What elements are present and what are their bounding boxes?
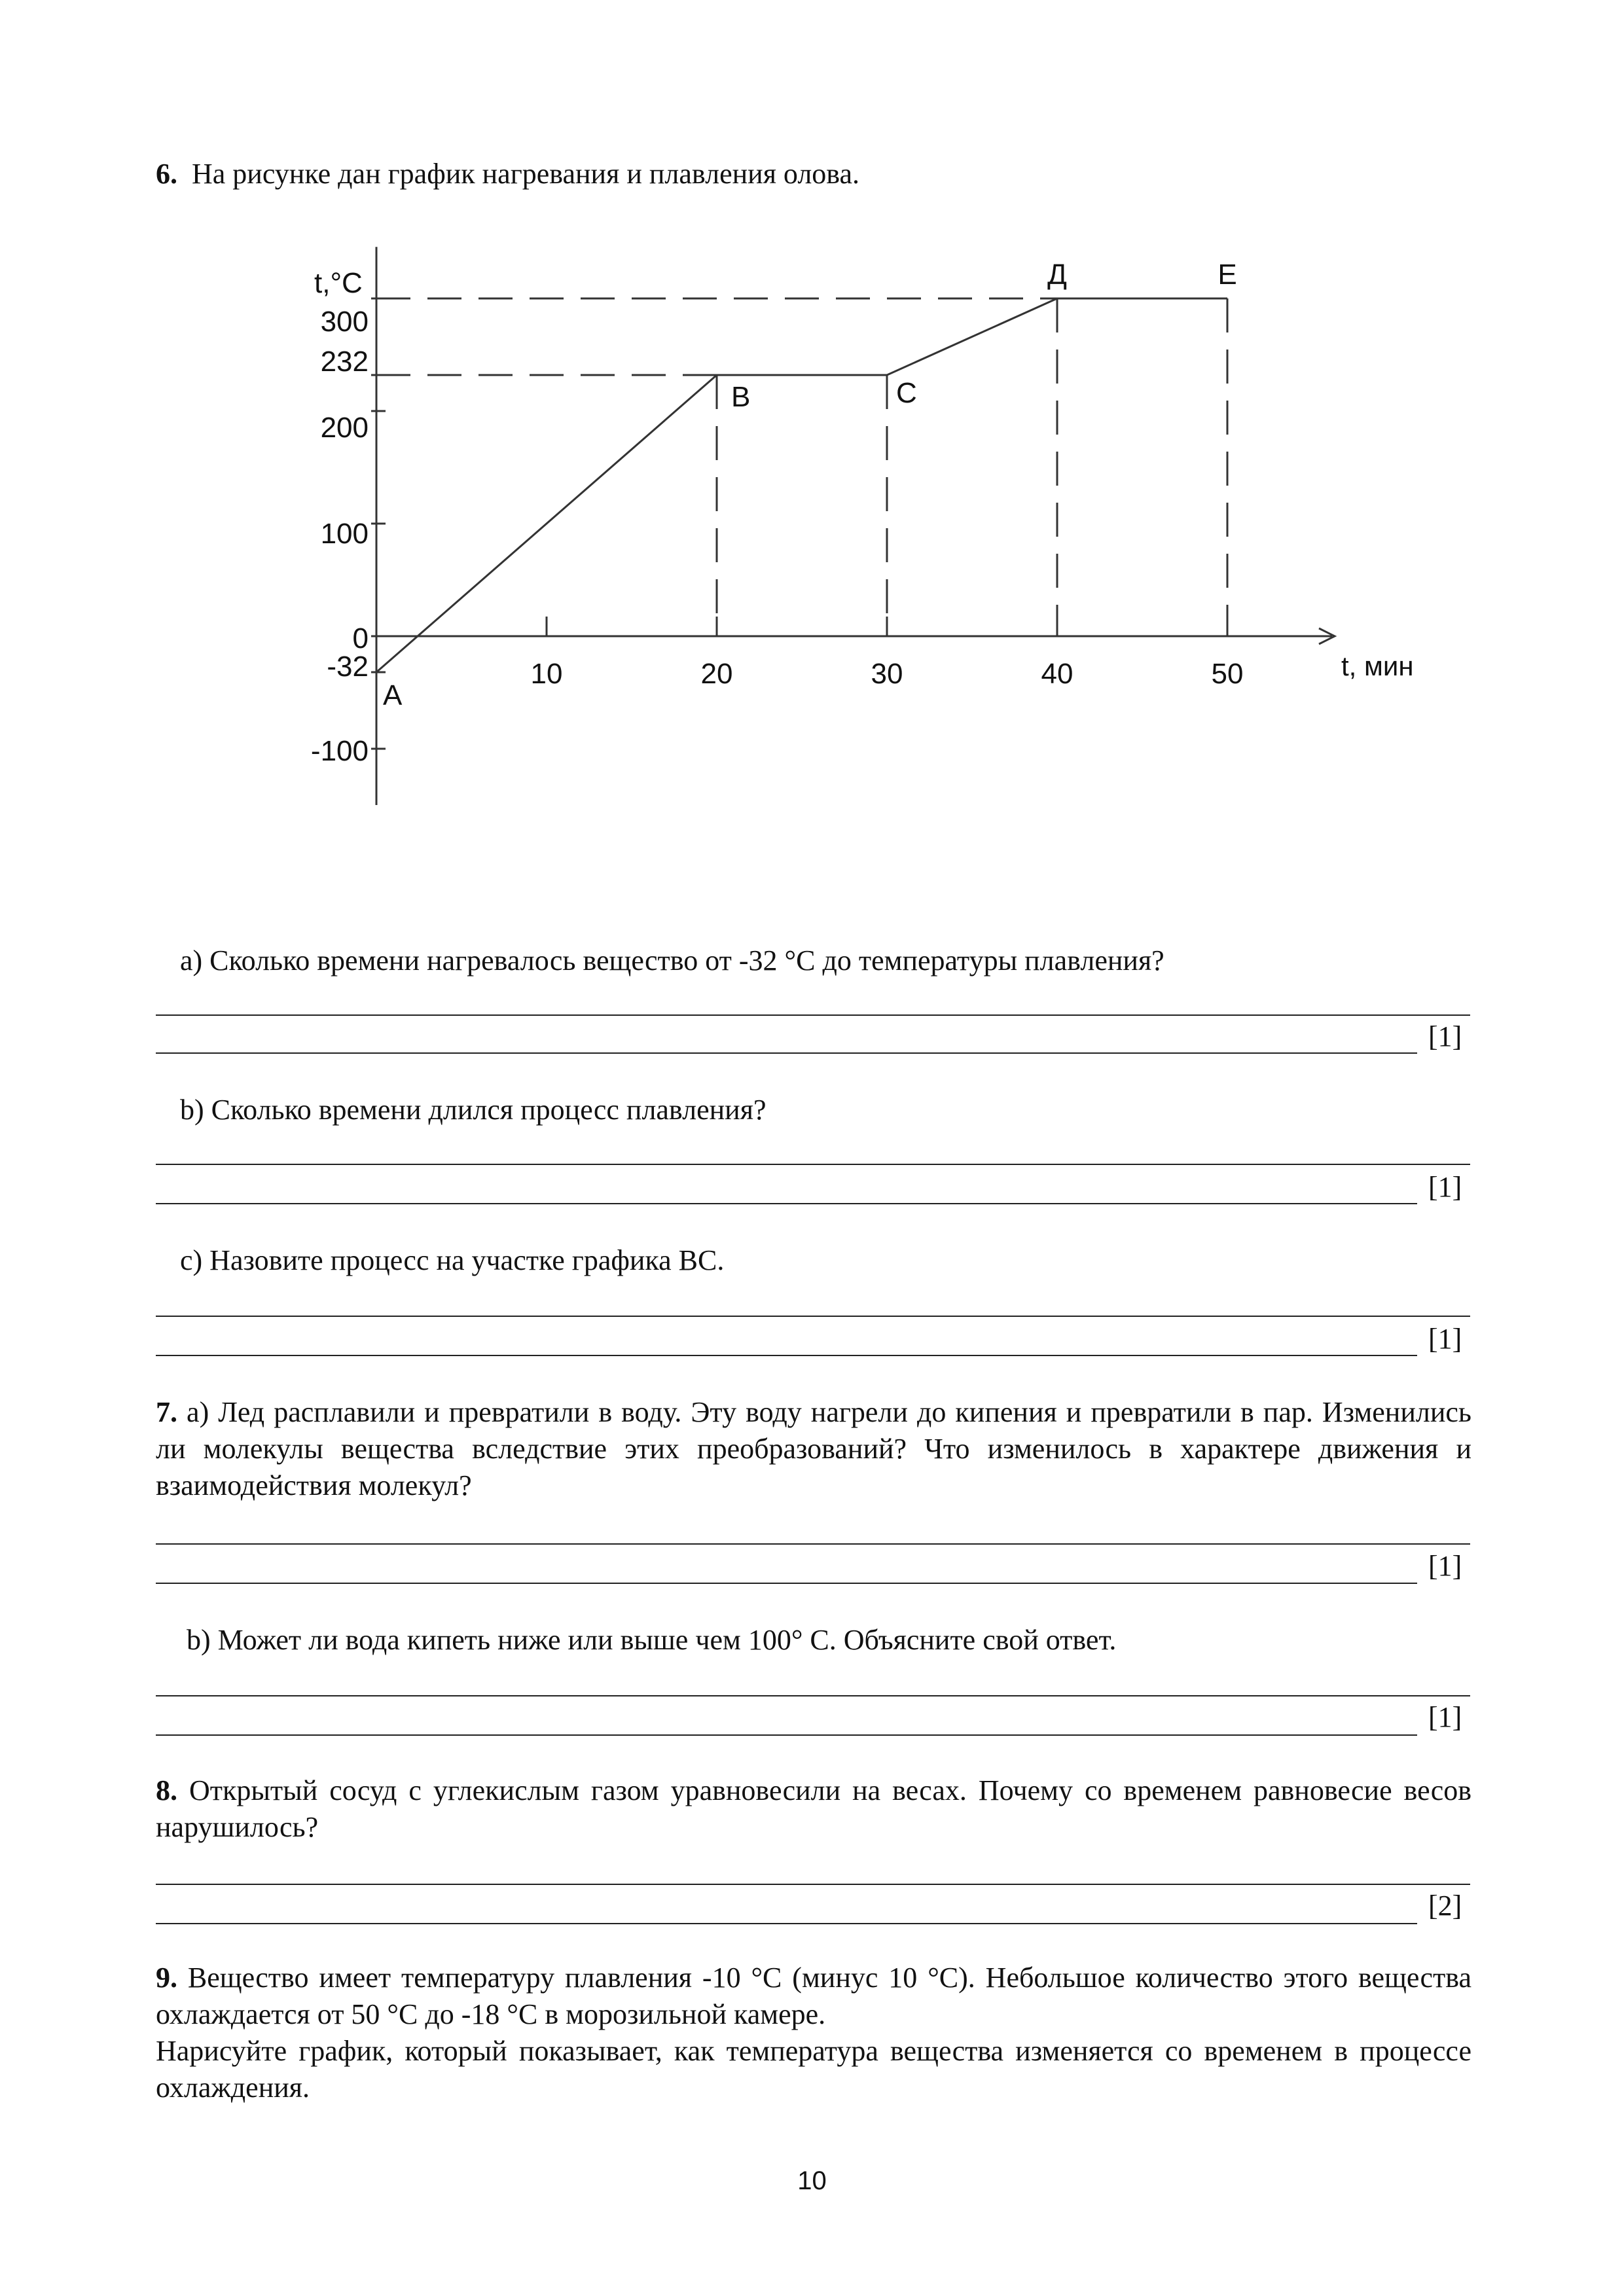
- x-tick-label: 30: [871, 658, 903, 690]
- answer-line[interactable]: [156, 1164, 1470, 1165]
- point-label: В: [731, 380, 751, 413]
- question-9-number: 9.: [156, 1962, 177, 1994]
- point-label: Д: [1047, 259, 1067, 291]
- question-7-number: 7.: [156, 1396, 177, 1428]
- y-tick-label: 200: [320, 412, 369, 444]
- question-6-number: 6.: [156, 158, 177, 190]
- question-6-heading: [156, 156, 859, 192]
- x-tick-label: 50: [1211, 658, 1244, 690]
- question-8-text: [156, 1772, 1471, 1846]
- question-9-text: [156, 1960, 1471, 2033]
- question-9-text-2: Нарисуйте график, который показывает, как температура вещества изменяется со временем в процессе охлаждения.: [156, 2035, 1471, 2104]
- question-8-mark: [2]: [1428, 1890, 1462, 1922]
- question-7a-mark: [1]: [1428, 1550, 1462, 1582]
- y-tick-label: -100: [310, 735, 369, 767]
- answer-line[interactable]: [156, 1014, 1470, 1016]
- answer-line[interactable]: [156, 1695, 1470, 1696]
- y-tick-label: 232: [320, 345, 369, 378]
- question-6a-text: а) Сколько времени нагревалось вещество от -32 °С до температуры плавления?: [180, 944, 1164, 977]
- answer-line[interactable]: [156, 1543, 1470, 1545]
- question-6a-mark: [1]: [1428, 1020, 1462, 1052]
- page-number: 10: [797, 2166, 827, 2195]
- y-tick-label: 0: [352, 622, 369, 655]
- question-7a-text: [156, 1394, 1471, 1504]
- answer-line[interactable]: [156, 1884, 1470, 1885]
- question-7b-mark: [1]: [1428, 1701, 1462, 1733]
- question-9-body: Вещество имеет температуру плавления -10 °С (минус 10 °С). Небольшое количество этого вещества охлаждается от 50 °С до -18 °С в морозильной камере.: [156, 1962, 1471, 2030]
- answer-line[interactable]: [156, 1923, 1417, 1924]
- question-6-text: На рисунке дан график нагревания и плавления олова.: [192, 158, 860, 190]
- y-tick-label: -32: [327, 651, 369, 683]
- point-label: А: [383, 679, 403, 712]
- x-tick-label: 40: [1041, 658, 1074, 690]
- point-label: Е: [1218, 259, 1237, 291]
- y-tick-label: 300: [320, 306, 369, 338]
- x-axis-label: t, мин: [1341, 651, 1414, 681]
- question-7b-text: b) Может ли вода кипеть ниже или выше чем 100° С. Объясните свой ответ.: [187, 1624, 1117, 1656]
- answer-line[interactable]: [156, 1734, 1417, 1736]
- question-6b-mark: [1]: [1428, 1171, 1462, 1203]
- heating-melting-chart: [288, 196, 1414, 916]
- question-6b-text: b) Сколько времени длился процесс плавления?: [180, 1094, 767, 1126]
- question-6c-mark: [1]: [1428, 1323, 1462, 1355]
- answer-line[interactable]: [156, 1203, 1417, 1204]
- point-label: С: [896, 376, 917, 409]
- question-6c-text: c) Назовите процесс на участке графика ВС.: [180, 1244, 725, 1276]
- question-8-body: Открытый сосуд с углекислым газом уравновесили на весах. Почему со временем равновесие весов нарушилось?: [156, 1774, 1471, 1843]
- y-tick-label: 100: [320, 518, 369, 550]
- answer-line[interactable]: [156, 1583, 1417, 1584]
- y-axis-label: t,°C: [314, 267, 363, 300]
- question-8-number: 8.: [156, 1774, 177, 1806]
- answer-line[interactable]: [156, 1355, 1417, 1356]
- x-tick-label: 20: [700, 658, 733, 690]
- x-tick-label: 10: [530, 658, 563, 690]
- answer-line[interactable]: [156, 1052, 1417, 1054]
- question-7a-body: а) Лед расплавили и превратили в воду. Эту воду нагрели до кипения и превратили в пар. Изменились ли молекулы вещества вследствие этих преобразований? Что изменилось в характере движения и взаимодействия молекул?: [156, 1396, 1471, 1501]
- answer-line[interactable]: [156, 1316, 1470, 1317]
